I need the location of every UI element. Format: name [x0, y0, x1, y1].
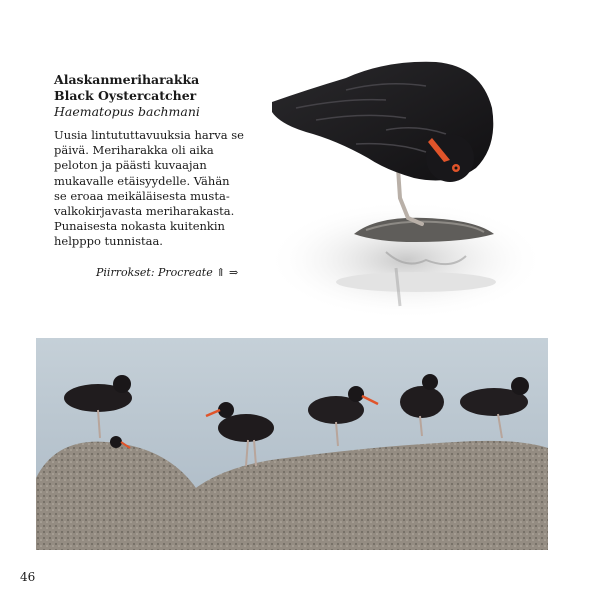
scientific-name: Haematopus bachmani: [54, 104, 200, 119]
page-number: 46: [20, 570, 36, 584]
body-text: [54, 128, 244, 250]
body-line: valkokirjavasta meriharakasta.: [54, 204, 235, 219]
english-name: Black Oystercatcher: [54, 88, 197, 103]
oystercatcher-illustration: [236, 20, 536, 330]
illustration-credit: [96, 266, 238, 279]
credit-text: Piirrokset: Procreate: [96, 266, 213, 279]
body-line: Uusia lintututtavuuksia harva se: [54, 128, 244, 142]
water-ripple: [336, 272, 496, 292]
body-line: se eroaa meikäläisesta musta-: [54, 188, 230, 203]
body-line: päivä. Meriharakka oli aika: [54, 143, 214, 158]
body-line: Punaisesta nokasta kuitenkin: [54, 219, 225, 234]
title-block: [54, 72, 244, 120]
body-line: helpppo tunnistaa.: [54, 234, 163, 249]
bird-eye-pupil: [455, 167, 458, 170]
body-line: mukavalle etäisyydelle. Vähän: [54, 173, 230, 188]
body-line: peloton ja päästi kuvaajan: [54, 158, 207, 173]
finnish-name: Alaskanmeriharakka: [54, 72, 200, 87]
oystercatchers-photo: [36, 338, 548, 550]
arrow-icons: ⇑ ⇒: [216, 266, 239, 279]
